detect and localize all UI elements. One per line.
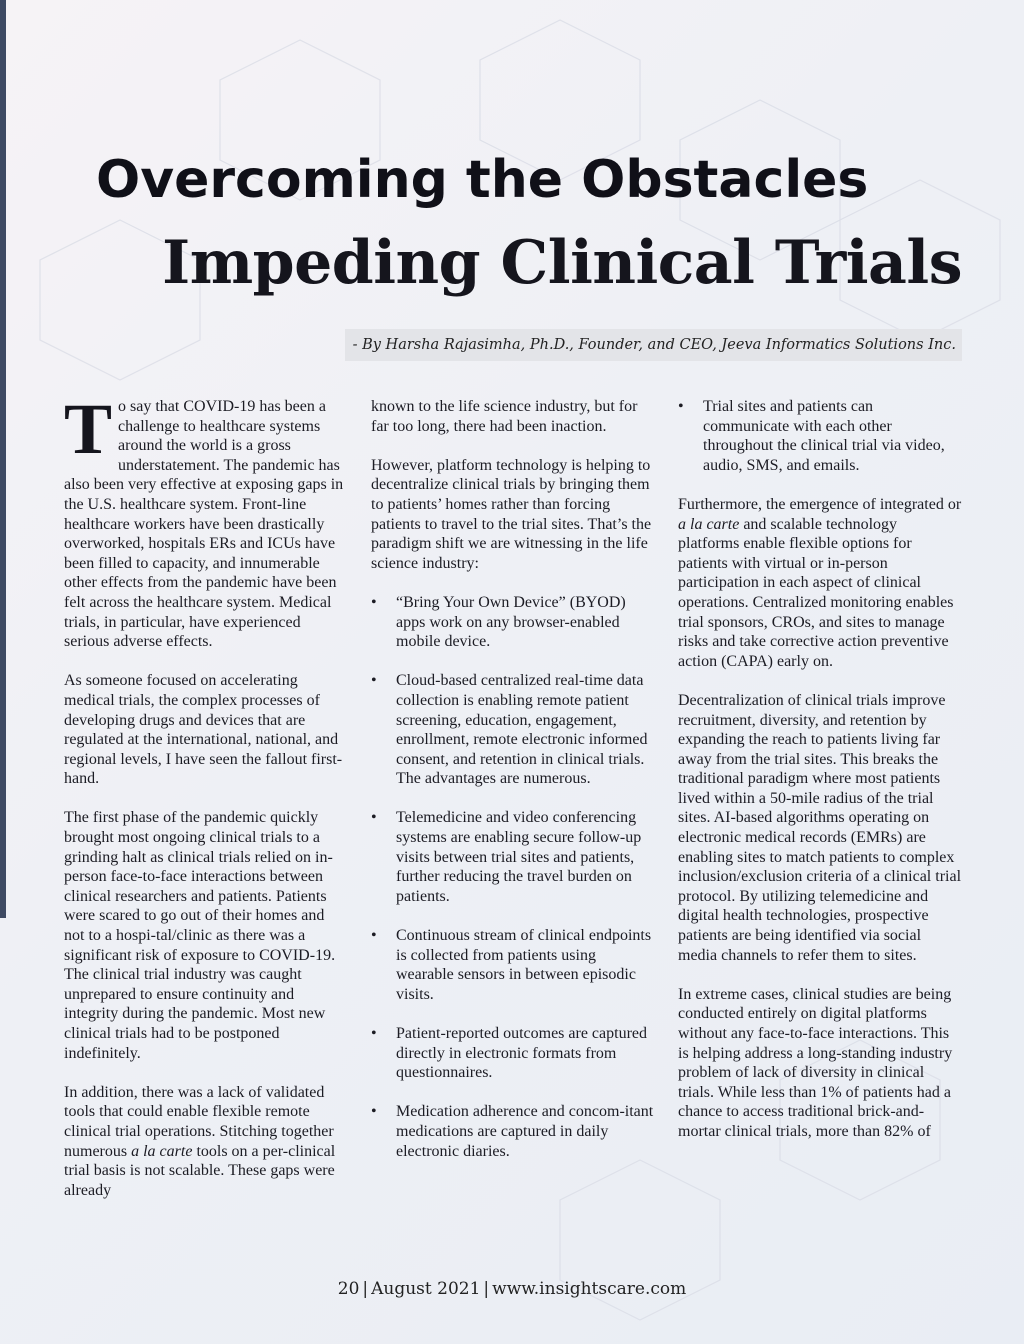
list-item-text: “Bring Your Own Device” (BYOD) apps work on any browser-enabled mobile device.	[396, 593, 626, 651]
column-2	[371, 397, 655, 1181]
emphasis-text: a la carte	[131, 1142, 193, 1160]
bullet-icon: •	[371, 672, 377, 690]
bullet-icon: •	[371, 1025, 377, 1042]
list-item	[371, 1102, 655, 1161]
drop-cap: T	[64, 389, 113, 469]
page-footer	[0, 1279, 1024, 1299]
paragraph	[678, 495, 962, 671]
bullet-icon: •	[371, 593, 377, 611]
footer-separator: |	[362, 1279, 369, 1299]
paragraph: However, platform technology is helping to decentralize clinical trials by bringing them to patients’ homes rather than forcing patients to travel to the trial sites. That’s the paradigm shift we are witnessing in the life science industry:	[371, 456, 652, 572]
paragraph: In extreme cases, clinical studies are being conducted entirely on digital platforms without any face-to-face interactions. This is helping address a long-standing industry problem of lack of diversity in clinical trials. While less than 1% of patients had a chance to access traditional brick-and-mortar clinical trials, more than 82% of	[678, 985, 953, 1140]
bullet-list	[371, 593, 655, 1161]
footer-separator: |	[483, 1279, 490, 1299]
bullet-icon: •	[371, 927, 377, 945]
list-item-text: Medication adherence and concom-itant medications are captured in daily electronic diaries.	[396, 1103, 654, 1160]
list-item	[371, 1024, 655, 1083]
intro-text: o say that COVID-19 has been a challenge to healthcare systems around the world is a gross understatement. The pandemic has also been very effective at exposing gaps in the U.S. healthcare system. Front-line healthcare workers have been drastically overworked, hospitals ERs and ICUs have been filled to capacity, and innumerable other effects from the pandemic have been felt across the healthcare system. Medical trials, in particular, have experienced serious adverse effects.	[64, 398, 344, 651]
list-item	[371, 593, 655, 652]
paragraph: known to the life science industry, but for far too long, there had been inaction.	[371, 398, 638, 435]
title-line-2: Impeding Clinical Trials	[162, 228, 962, 298]
list-item-text: Trial sites and patients can communicate with each other throughout the clinical trial via video, audio, SMS, and emails.	[703, 398, 945, 474]
bullet-list	[678, 397, 962, 475]
list-item	[678, 397, 962, 475]
emphasis-text: a la carte	[678, 515, 740, 533]
list-item-text: Telemedicine and video conferencing systems are enabling secure follow-up visits between trial sites and patients, further reducing the travel burden on patients.	[396, 809, 642, 905]
bullet-icon: •	[371, 809, 377, 827]
left-accent-bar	[0, 0, 6, 918]
list-item	[371, 926, 655, 1004]
text-run: and scalable technology platforms enable flexible options for patients with virtual or in-person participation in each aspect of clinical operations. Centralized monitoring enables trial sponsors, CROs, and sites to manage risks and take corrective action preventive action (CAPA) early on.	[678, 515, 954, 670]
text-run: tools on a per-clinical trial basis is not scalable. These gaps were already	[64, 1142, 336, 1199]
title-line-1: Overcoming the Obstacles	[96, 150, 869, 210]
issue-date: August 2021	[371, 1279, 481, 1299]
list-item	[371, 671, 655, 789]
column-1	[64, 389, 348, 1220]
author-byline: - By Harsha Rajasimha, Ph.D., Founder, and CEO, Jeeva Informatics Solutions Inc.	[345, 329, 962, 361]
list-item-text: Continuous stream of clinical endpoints is collected from patients using wearable sensors in between episodic visits.	[396, 927, 652, 1003]
paragraph: Decentralization of clinical trials improve recruitment, diversity, and retention by expanding the reach to patients living far away from the trial sites. This breaks the traditional paradigm where most patients lived within a 50-mile radius of the trial sites. AI-based algorithms operating on electronic medical records (EMRs) are enabling sites to match patients to complex inclusion/exclusion criteria of a clinical trial protocol. By utilizing telemedicine and digital health technologies, prospective patients are being identified via social media channels to refer them to sites.	[678, 691, 962, 964]
list-item	[371, 808, 655, 906]
paragraph	[64, 1083, 348, 1201]
bullet-icon: •	[371, 1103, 377, 1121]
text-run: Furthermore, the emergence of integrated or	[678, 495, 962, 513]
column-3	[678, 397, 962, 1161]
intro-paragraph	[64, 389, 348, 652]
list-item-text: Cloud-based centralized real-time data collection is enabling remote patient screening, education, engagement, enrollment, remote electronic informed consent, and retention in clinical trials. The advantages are numerous.	[396, 672, 648, 788]
paragraph: The first phase of the pandemic quickly brought most ongoing clinical trials to a grinding halt as clinical trials relied on in-person face-to-face interactions between clinical researchers and patients. Patients were scared to go out of their homes and not to a hospi-tal/clinic as there was a significant risk of exposure to COVID-19. The clinical trial industry was caught unprepared to ensure continuity and integrity during the pandemic. Most new clinical trials had to be postponed indefinitely.	[64, 809, 336, 1062]
paragraph: As someone focused on accelerating medical trials, the complex processes of developing drugs and devices that are regulated at the international, national, and regional levels, I have seen the fallout first-hand.	[64, 672, 343, 788]
website-url: www.insightscare.com	[492, 1279, 687, 1299]
page-number: 20	[337, 1279, 360, 1299]
bullet-icon: •	[678, 398, 684, 415]
list-item-text: Patient-reported outcomes are captured directly in electronic formats from questionnaires.	[396, 1025, 647, 1082]
text-run: In addition, there was a lack of validated tools that could enable flexible remote clinical trial operations. Stitching together numerous	[64, 1083, 334, 1160]
